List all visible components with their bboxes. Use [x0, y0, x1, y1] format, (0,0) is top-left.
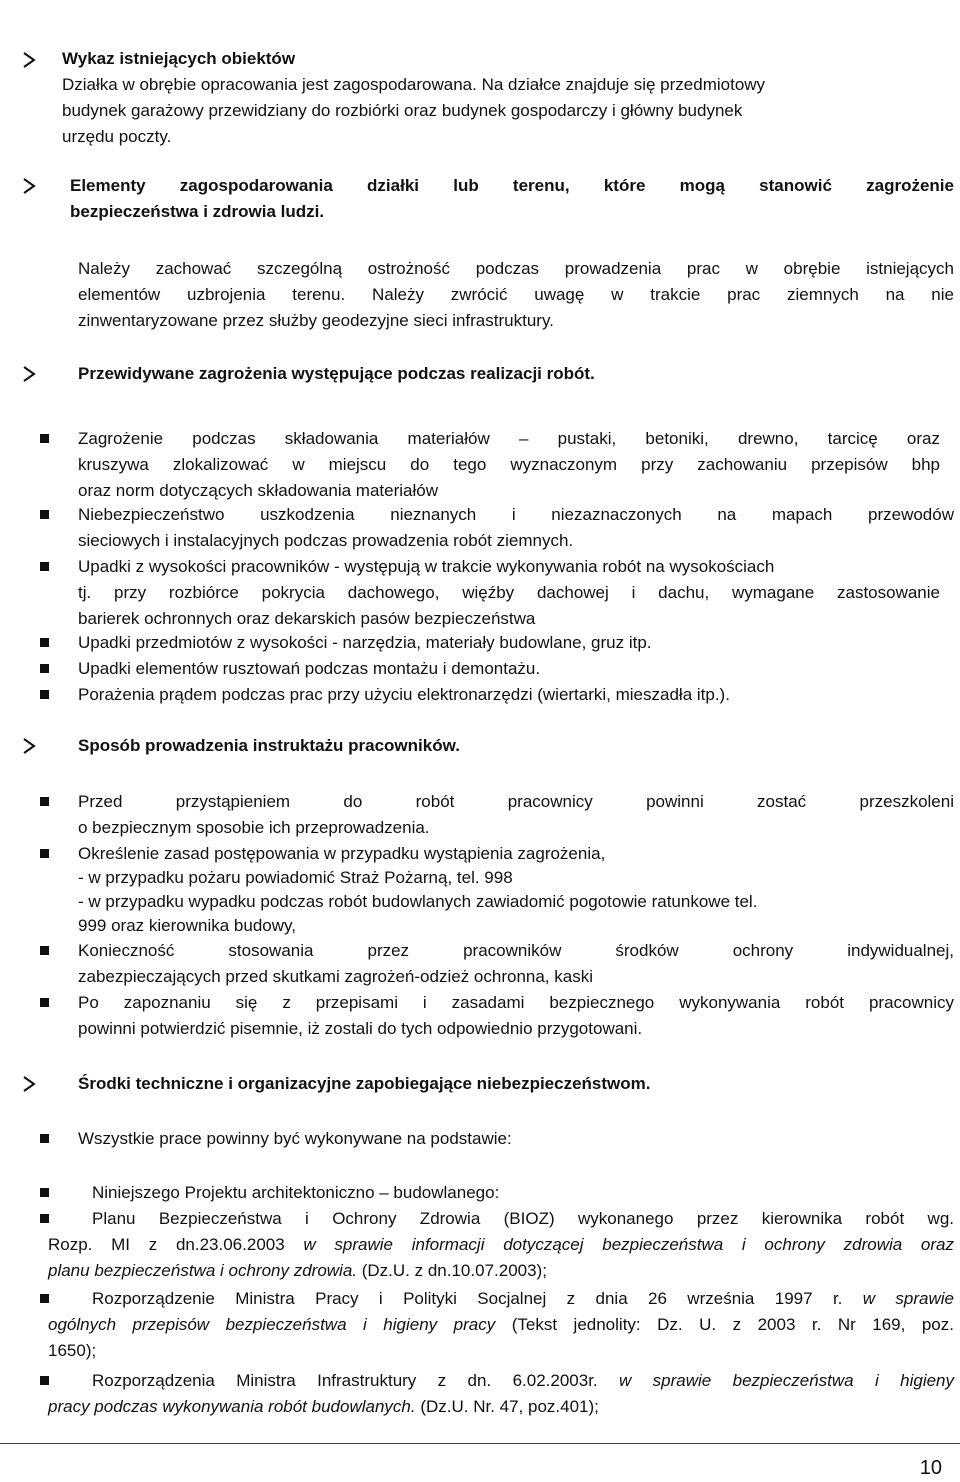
list-item-line: Upadki przedmiotów z wysokości - narzędzia, materiały budowlane, gruz itp. — [78, 633, 652, 652]
list-item-line: kruszywa zlokalizować w miejscu do tego wyznaczonym przy zachowaniu przepisów bhp — [78, 455, 940, 474]
list-item-line — [48, 1232, 954, 1258]
square-bullet-icon — [40, 664, 49, 673]
list-item-line: o bezpiecznym sposobie ich przeprowadzenia. — [78, 818, 430, 837]
list-item-line: - w przypadku pożaru powiadomić Straż Pożarną, tel. 998 — [78, 868, 513, 887]
section-heading: Przewidywane zagrożenia występujące podczas realizacji robót. — [78, 364, 595, 383]
square-bullet-icon — [40, 1214, 49, 1223]
list-item-line: Niniejszego Projektu architektoniczno – budowlanego: — [92, 1183, 500, 1202]
regulation-title: w sprawie — [862, 1289, 954, 1308]
list-item-line: barierek ochronnych oraz dekarskich pasów bezpieczeństwa — [78, 609, 536, 628]
list-item-line: Upadki elementów rusztowań podczas montażu i demontażu. — [78, 659, 541, 678]
list-item-line: powinni potwierdzić pisemnie, iż zostali do tych odpowiednio przygotowani. — [78, 1019, 643, 1038]
regulation-ref: Rozporządzenia Ministra Infrastruktury z dn. 6.02.2003r. — [92, 1371, 620, 1390]
paragraph-line: Należy zachować szczególną ostrożność podczas prowadzenia prac w obrębie istniejących — [78, 259, 954, 278]
regulation-title: pracy podczas wykonywania robót budowlanych. — [48, 1397, 416, 1416]
regulation-title: w sprawie bezpieczeństwa i higieny — [619, 1371, 954, 1390]
paragraph-line: budynek garażowy przewidziany do rozbiórki oraz budynek gospodarczy i główny budynek — [62, 101, 743, 120]
arrow-bullet-icon — [22, 52, 36, 68]
square-bullet-icon — [40, 797, 49, 806]
section-heading: Sposób prowadzenia instruktażu pracowników. — [78, 736, 460, 755]
section-heading: Środki techniczne i organizacyjne zapobiegające niebezpieczeństwom. — [78, 1074, 651, 1093]
list-item-line: 1650); — [48, 1341, 97, 1360]
square-bullet-icon — [40, 562, 49, 571]
arrow-bullet-icon — [22, 1076, 36, 1092]
list-item-line: sieciowych i instalacyjnych podczas prowadzenia robót ziemnych. — [78, 531, 574, 550]
square-bullet-icon — [40, 1294, 49, 1303]
square-bullet-icon — [40, 946, 49, 955]
list-item-line: 999 oraz kierownika budowy, — [78, 916, 296, 935]
list-item-line: Planu Bezpieczeństwa i Ochrony Zdrowia (BIOZ) wykonanego przez kierownika robót wg. — [92, 1209, 954, 1228]
paragraph-line: Działka w obrębie opracowania jest zagospodarowana. Na działce znajduje się przedmiotowy — [62, 75, 766, 94]
square-bullet-icon — [40, 1376, 49, 1385]
section-heading: Wykaz istniejących obiektów — [62, 49, 296, 68]
square-bullet-icon — [40, 849, 49, 858]
regulation-ref: (Dz.U. z dn.10.07.2003); — [357, 1261, 547, 1280]
regulation-title: w sprawie informacji dotyczącej bezpieczeństwa i ochrony zdrowia oraz — [303, 1235, 954, 1254]
section-heading: Elementy zagospodarowania działki lub terenu, które mogą stanowić zagrożenie — [70, 176, 954, 195]
list-item-line — [92, 1368, 954, 1394]
paragraph-line: elementów uzbrojenia terenu. Należy zwrócić uwagę w trakcie prac ziemnych na nie — [78, 285, 954, 304]
regulation-ref: Rozp. MI z dn.23.06.2003 — [48, 1235, 304, 1254]
list-item-line: Wszystkie prace powinny być wykonywane na podstawie: — [78, 1129, 512, 1148]
regulation-ref: Rozporządzenie Ministra Pracy i Polityki Socjalnej z dnia 26 września 1997 r. — [92, 1289, 863, 1308]
list-item-line: Po zapoznaniu się z przepisami i zasadami bezpiecznego wykonywania robót pracownicy — [78, 993, 954, 1012]
square-bullet-icon — [40, 638, 49, 647]
square-bullet-icon — [40, 690, 49, 699]
list-item-line: Określenie zasad postępowania w przypadku wystąpienia zagrożenia, — [78, 844, 606, 863]
page-number: 10 — [919, 1457, 942, 1479]
list-item-line: Upadki z wysokości pracowników - występują w trakcie wykonywania robót na wysokościach — [78, 557, 775, 576]
regulation-ref: (Tekst jednolity: Dz. U. z 2003 r. Nr 169, poz. — [495, 1315, 954, 1334]
list-item-line — [48, 1258, 547, 1284]
footer-divider — [0, 1443, 960, 1444]
list-item-line — [48, 1312, 954, 1338]
arrow-bullet-icon — [22, 366, 36, 382]
square-bullet-icon — [40, 1134, 49, 1143]
list-item-line: Porażenia prądem podczas prac przy użyciu elektronarzędzi (wiertarki, mieszadła itp.). — [78, 685, 730, 704]
square-bullet-icon — [40, 434, 49, 443]
list-item-line: tj. przy rozbiórce pokrycia dachowego, więźby dachowej i dachu, wymagane zastosowanie — [78, 583, 940, 602]
list-item-line: Przed przystąpieniem do robót pracownicy powinni zostać przeszkoleni — [78, 792, 954, 811]
arrow-bullet-icon — [22, 178, 36, 194]
square-bullet-icon — [40, 1188, 49, 1197]
list-item-line: Konieczność stosowania przez pracowników środków ochrony indywidualnej, — [78, 941, 954, 960]
arrow-bullet-icon — [22, 738, 36, 754]
square-bullet-icon — [40, 510, 49, 519]
regulation-title: planu bezpieczeństwa i ochrony zdrowia. — [48, 1261, 358, 1280]
list-item-line: - w przypadku wypadku podczas robót budowlanych zawiadomić pogotowie ratunkowe tel. — [78, 892, 758, 911]
list-item-line: Zagrożenie podczas składowania materiałów – pustaki, betoniki, drewno, tarcicę oraz — [78, 429, 940, 448]
paragraph-line: zinwentaryzowane przez służby geodezyjne sieci infrastruktury. — [78, 311, 554, 330]
list-item-line: zabezpieczających przed skutkami zagrożeń-odzież ochronna, kaski — [78, 967, 593, 986]
regulation-title: ogólnych przepisów bezpieczeństwa i higieny pracy — [48, 1315, 496, 1334]
regulation-ref: (Dz.U. Nr. 47, poz.401); — [415, 1397, 599, 1416]
list-item-line: Niebezpieczeństwo uszkodzenia nieznanych i niezaznaczonych na mapach przewodów — [78, 505, 954, 524]
list-item-line — [92, 1286, 954, 1312]
list-item-line — [48, 1394, 599, 1420]
list-item-line: oraz norm dotyczących składowania materiałów — [78, 481, 438, 500]
paragraph-line: urzędu poczty. — [62, 127, 172, 146]
section-heading-cont: bezpieczeństwa i zdrowia ludzi. — [70, 202, 325, 221]
square-bullet-icon — [40, 998, 49, 1007]
